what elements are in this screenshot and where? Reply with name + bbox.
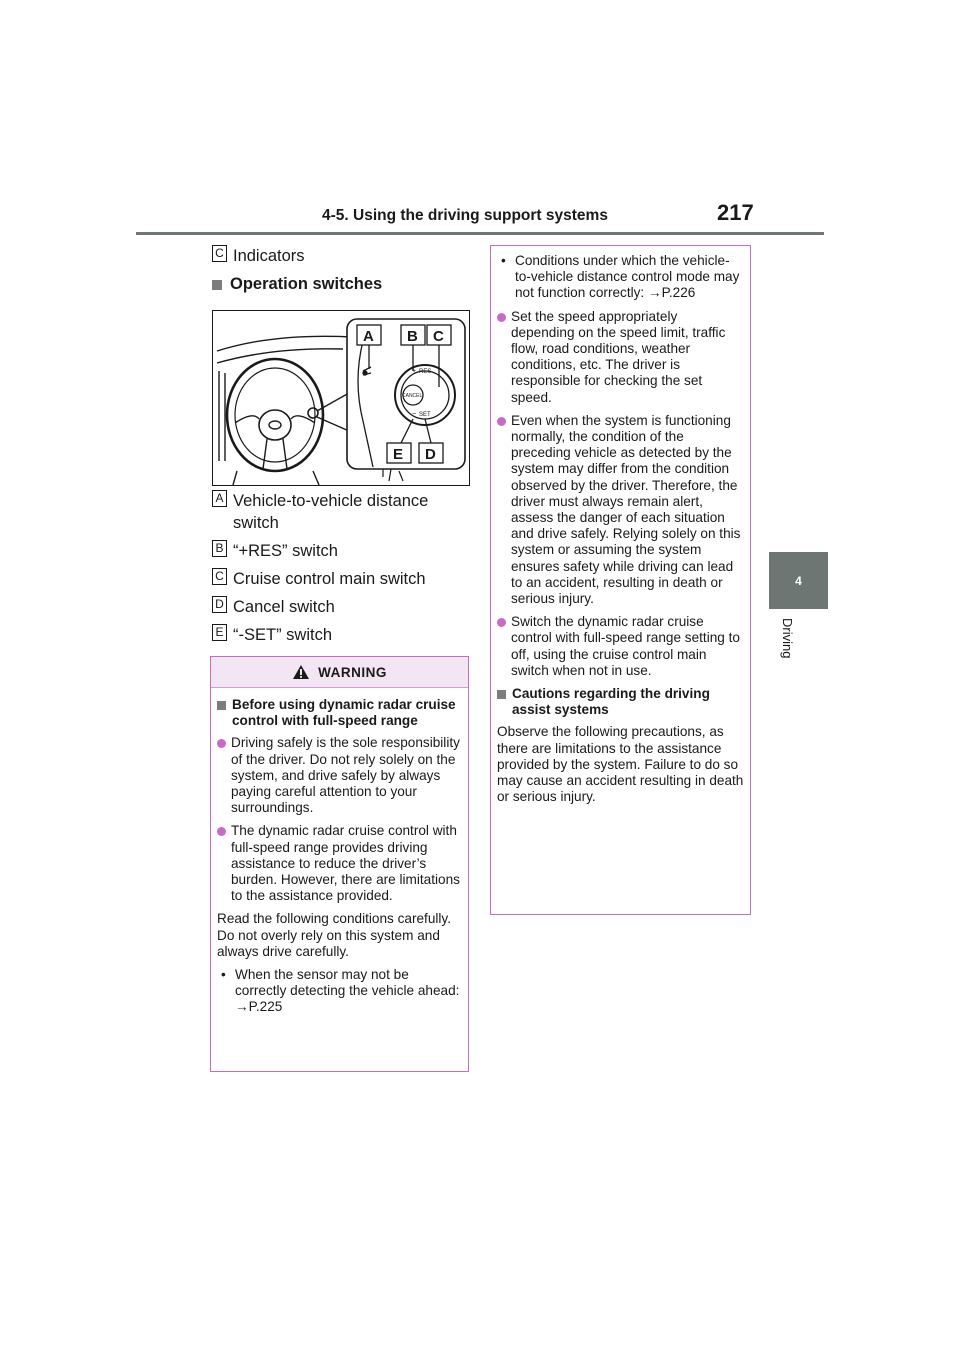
label-set: SET	[419, 412, 431, 418]
legend-item-e	[212, 624, 332, 646]
heading-square-icon	[212, 280, 222, 290]
page-number: 217	[717, 200, 754, 225]
legend-item-b	[212, 540, 338, 562]
warning-title: WARNING	[318, 664, 387, 680]
warning-triangle-icon	[292, 664, 310, 680]
svg-text:+: +	[412, 368, 417, 375]
indicator-line	[212, 245, 305, 267]
dot-bullet-icon	[497, 618, 506, 627]
warning-box	[210, 656, 469, 1072]
dot-bullet-icon	[217, 827, 226, 836]
continued-paragraph: Observe the following precautions, as there are limitations to the assistance provided by the system. Failure to do so may cause an accident resulting in death or serious injury.	[497, 724, 744, 805]
warning-sub-heading: Before using dynamic radar cruise control with full-speed range	[217, 697, 462, 729]
callout-a: A	[212, 490, 227, 507]
warning-paragraph: Read the following conditions carefully. Do not overly rely on this system and always drive carefully.	[217, 911, 451, 959]
section-heading: Operation switches	[212, 275, 382, 294]
continued-bullet: • Conditions under which the vehicle-to-vehicle distance control mode may not function correctly: →P.226	[501, 253, 740, 301]
legend-item-d	[212, 596, 335, 618]
continued-item: Set the speed appropriately depending on the speed limit, traffic flow, road conditions, weather conditions, etc. The driver is responsible for checking the set speed.	[497, 309, 744, 406]
svg-text:−: −	[412, 411, 417, 418]
legend-item-c	[212, 568, 426, 590]
label-cancel: CANCEL	[402, 393, 423, 399]
header-rule	[136, 232, 824, 235]
callout-d: D	[212, 596, 227, 613]
callout-c2: C	[212, 568, 227, 585]
dot-bullet-icon	[217, 739, 226, 748]
diagram-callout-e: E	[393, 446, 404, 463]
legend-text-c: Cruise control main switch	[233, 570, 426, 588]
steering-wheel-diagram	[212, 310, 470, 486]
chapter-tab	[769, 552, 828, 609]
dot-bullet-icon	[497, 313, 506, 322]
callout-c: C	[212, 245, 227, 262]
warning-item: The dynamic radar cruise control with full-speed range provides driving assistance to reduce the driver’s burden. However, there are limitations to the assistance provided.	[217, 823, 462, 904]
warning-item: Driving safely is the sole responsibility of the driver. Do not rely solely on the system, and drive safely by always paying careful attention to your surroundings.	[217, 735, 462, 816]
diagram-callout-c: C	[433, 328, 444, 345]
callout-b: B	[212, 540, 227, 557]
legend-text-e: “-SET” switch	[233, 626, 332, 644]
legend-text-d: Cancel switch	[233, 598, 335, 616]
chapter-label: Driving	[780, 618, 795, 659]
dot-bullet-icon	[497, 417, 506, 426]
label-res: RES	[419, 369, 432, 375]
diagram-callout-d: D	[425, 446, 436, 463]
warning-box-continued	[490, 245, 751, 915]
square-bullet-icon	[497, 690, 506, 699]
legend-text-b: “+RES” switch	[233, 542, 338, 560]
diagram-callout-a: A	[363, 328, 374, 345]
section-title: 4-5. Using the driving support systems	[322, 207, 608, 224]
square-bullet-icon	[217, 701, 226, 710]
continued-item: Even when the system is functioning normally, the condition of the preceding vehicle as detected by the system may differ from the condition observed by the driver. Therefore, the driver must always remain alert, assess the danger of each situation and drive safely. Relying solely on this system or assuming the system ensures safety while driving can lead to an accident, resulting in death or serious injury.	[497, 413, 744, 607]
warning-bullet: • When the sensor may not be correctly detecting the vehicle ahead: →P.225	[221, 967, 460, 1015]
callout-e: E	[212, 624, 227, 641]
legend-item-a	[212, 490, 453, 534]
steering-wheel-illustration	[213, 311, 469, 485]
warning-header	[211, 657, 468, 688]
indicator-text: Indicators	[233, 247, 305, 265]
legend-text-a: Vehicle-to-vehicle distance switch	[233, 492, 429, 532]
continued-item: Switch the dynamic radar cruise control with full-speed range setting to off, using the cruise control main switch when not in use.	[497, 614, 744, 679]
chapter-number: 4	[795, 573, 802, 588]
continued-sub-heading: Cautions regarding the driving assist systems	[497, 686, 744, 718]
diagram-callout-b: B	[407, 328, 418, 345]
